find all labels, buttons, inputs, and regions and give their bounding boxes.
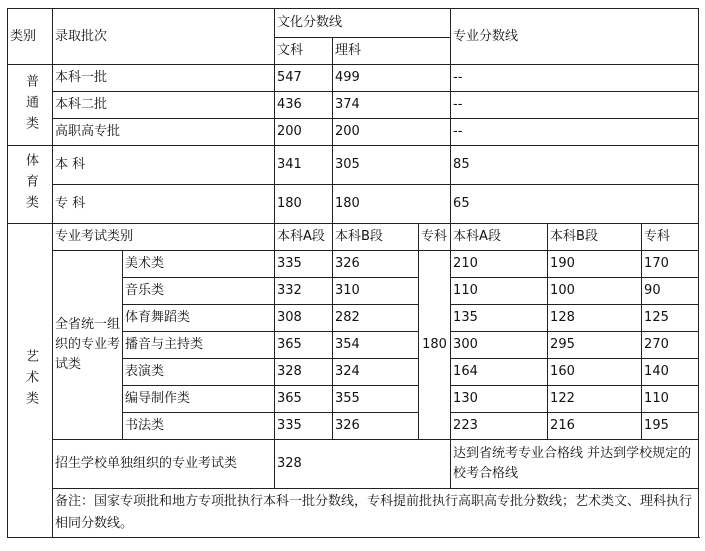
general-li: 499 xyxy=(333,65,451,92)
arts-unified-label: 全省统一组织的专业考试类 xyxy=(53,251,123,440)
arts-culture-a: 335 xyxy=(275,413,333,440)
sports-batch: 专 科 xyxy=(53,185,275,224)
arts-major-zk: 270 xyxy=(642,332,699,359)
arts-header-culture-a: 本科A段 xyxy=(275,224,333,251)
arts-major-a: 110 xyxy=(451,278,548,305)
arts-type: 美术类 xyxy=(123,251,275,278)
arts-type: 书法类 xyxy=(123,413,275,440)
header-culture-line: 文化分数线 xyxy=(275,9,451,38)
arts-type: 编导制作类 xyxy=(123,386,275,413)
arts-major-a: 130 xyxy=(451,386,548,413)
arts-culture-a: 308 xyxy=(275,305,333,332)
general-wen: 200 xyxy=(275,119,333,146)
header-major-line: 专业分数线 xyxy=(451,9,699,65)
arts-header-major-b: 本科B段 xyxy=(548,224,642,251)
sports-label: 体育类 xyxy=(8,146,53,224)
arts-culture-a: 332 xyxy=(275,278,333,305)
arts-major-zk: 170 xyxy=(642,251,699,278)
arts-major-zk: 195 xyxy=(642,413,699,440)
arts-header-culture-zk: 专科 xyxy=(419,224,451,251)
general-label: 普通类 xyxy=(8,65,53,146)
arts-culture-a: 365 xyxy=(275,332,333,359)
arts-major-a: 135 xyxy=(451,305,548,332)
arts-culture-b: 324 xyxy=(333,359,419,386)
arts-type: 播音与主持类 xyxy=(123,332,275,359)
sports-major: 85 xyxy=(451,146,699,185)
arts-type: 表演类 xyxy=(123,359,275,386)
arts-culture-a: 328 xyxy=(275,359,333,386)
general-li: 200 xyxy=(333,119,451,146)
arts-header-culture-b: 本科B段 xyxy=(333,224,419,251)
arts-major-a: 300 xyxy=(451,332,548,359)
sports-wen: 180 xyxy=(275,185,333,224)
arts-major-b: 160 xyxy=(548,359,642,386)
header-wen: 文科 xyxy=(275,38,333,65)
arts-culture-a: 365 xyxy=(275,386,333,413)
general-batch: 本科二批 xyxy=(53,92,275,119)
arts-culture-b: 326 xyxy=(333,251,419,278)
arts-major-b: 100 xyxy=(548,278,642,305)
arts-type: 体育舞蹈类 xyxy=(123,305,275,332)
general-batch: 高职高专批 xyxy=(53,119,275,146)
arts-major-b: 190 xyxy=(548,251,642,278)
header-category: 类别 xyxy=(8,9,53,65)
arts-type: 音乐类 xyxy=(123,278,275,305)
general-major: -- xyxy=(451,92,699,119)
arts-major-zk: 110 xyxy=(642,386,699,413)
arts-culture-b: 354 xyxy=(333,332,419,359)
arts-culture-b: 355 xyxy=(333,386,419,413)
general-batch: 本科一批 xyxy=(53,65,275,92)
arts-school-label: 招生学校单独组织的专业考试类 xyxy=(53,440,275,489)
arts-culture-b: 282 xyxy=(333,305,419,332)
header-li: 理科 xyxy=(333,38,451,65)
arts-label: 艺术类 xyxy=(8,224,53,538)
sports-li: 305 xyxy=(333,146,451,185)
general-li: 374 xyxy=(333,92,451,119)
footnote: 备注：国家专项批和地方专项批执行本科一批分数线，专科提前批执行高职高专批分数线；艺术类文、理科执行相同分数线。 xyxy=(53,489,699,538)
general-major: -- xyxy=(451,119,699,146)
arts-major-zk: 90 xyxy=(642,278,699,305)
general-major: -- xyxy=(451,65,699,92)
arts-major-b: 216 xyxy=(548,413,642,440)
arts-major-a: 223 xyxy=(451,413,548,440)
arts-culture-b: 326 xyxy=(333,413,419,440)
general-wen: 547 xyxy=(275,65,333,92)
score-table xyxy=(7,8,699,538)
arts-major-b: 122 xyxy=(548,386,642,413)
arts-header-major-a: 本科A段 xyxy=(451,224,548,251)
arts-culture-b: 310 xyxy=(333,278,419,305)
arts-major-a: 164 xyxy=(451,359,548,386)
sports-wen: 341 xyxy=(275,146,333,185)
arts-major-b: 295 xyxy=(548,332,642,359)
arts-culture-zk-shared: 180 xyxy=(419,251,451,440)
arts-school-major: 达到省统考专业合格线 并达到学校规定的校考合格线 xyxy=(451,440,699,489)
header-batch: 录取批次 xyxy=(53,9,275,65)
arts-major-b: 128 xyxy=(548,305,642,332)
arts-header-exam-type: 专业考试类别 xyxy=(53,224,275,251)
arts-school-score: 328 xyxy=(275,440,451,489)
arts-major-zk: 140 xyxy=(642,359,699,386)
arts-culture-a: 335 xyxy=(275,251,333,278)
arts-major-zk: 125 xyxy=(642,305,699,332)
arts-major-a: 210 xyxy=(451,251,548,278)
sports-li: 180 xyxy=(333,185,451,224)
sports-batch: 本 科 xyxy=(53,146,275,185)
general-wen: 436 xyxy=(275,92,333,119)
arts-header-major-zk: 专科 xyxy=(642,224,699,251)
sports-major: 65 xyxy=(451,185,699,224)
